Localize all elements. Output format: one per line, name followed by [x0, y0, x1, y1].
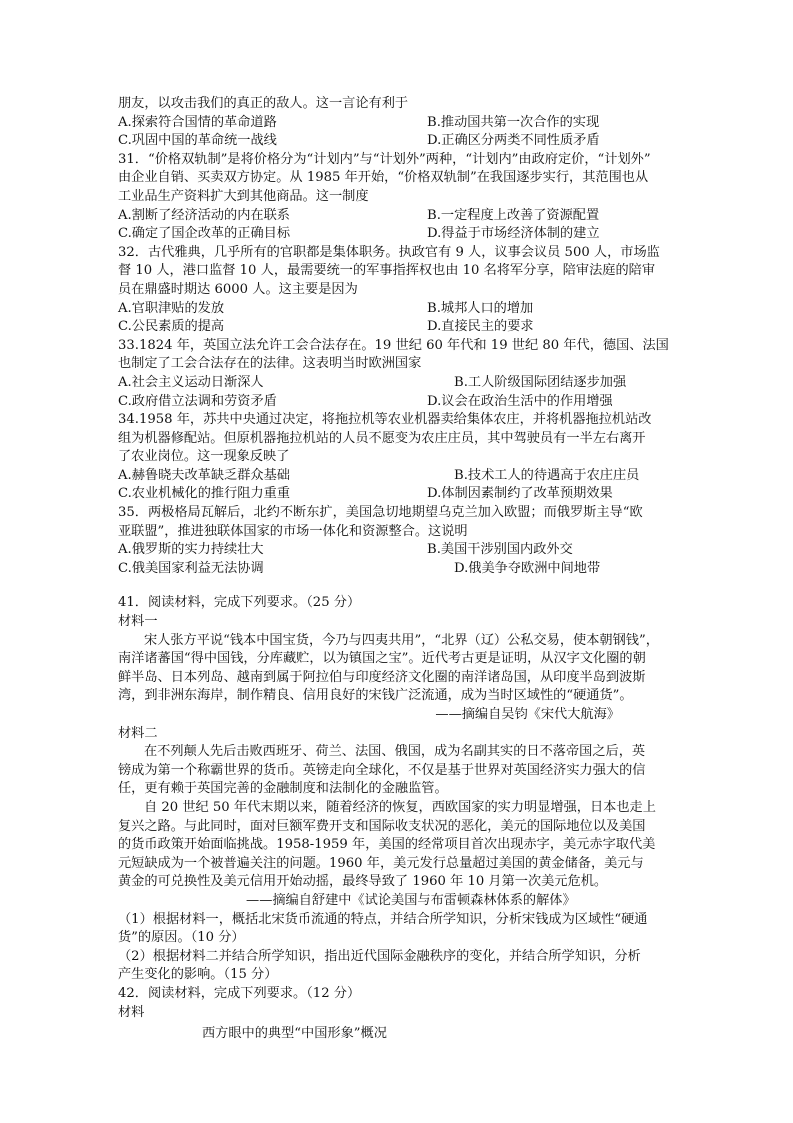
q41-material2-p1-line1: 在不列颠人先后击败西班牙、荷兰、法国、俄国，成为名副其实的日不落帝国之后，英 [144, 744, 646, 760]
q31-stem-2: 由企业自销、买卖双方协定。从 1985 年开始，“价格双轨制”在我国逐步实行，其范围也从 [118, 170, 649, 186]
q32-option-c: C.公民素质的提高 [118, 319, 225, 335]
q34-stem-2: 组为机器修配站。但原机器拖拉机站的人员不愿变为农庄庄员，其中驾驶员有一半左右离开 [118, 430, 646, 446]
q41-req1-line2: 货”的原因。（10 分） [118, 930, 245, 946]
q34-option-c: C.农业机械化的推行阻力重重 [118, 486, 291, 502]
q35-option-c: C.俄美国家利益无法协调 [118, 560, 264, 576]
q42-title: 42．阅读材料，完成下列要求。（12 分） [118, 985, 361, 1001]
q32-options-row2 [118, 318, 680, 337]
q32-options-row1 [118, 300, 680, 319]
q31-options-row1 [118, 207, 680, 226]
q33-options-row2 [118, 393, 680, 412]
q30-options-row2 [118, 132, 680, 151]
q41-material2-p2-line2: 复兴之路。与此同时，面对巨额军费开支和国际收支状况的恶化，美元的国际地位以及美国 [118, 818, 646, 834]
q31-option-a: A.割断了经济活动的内在联系 [118, 207, 290, 223]
q41-material1-label: 材料一 [118, 614, 158, 630]
q34-stem-3: 了农业岗位。这一现象反映了 [118, 449, 290, 465]
q35-option-b: B.美国干涉别国内政外交 [427, 542, 573, 558]
q31-stem-3: 工业品生产资料扩大到其他商品。这一制度 [118, 188, 369, 204]
q35-options-row2 [118, 560, 680, 579]
q41-material2-source: ——摘编自舒建中《试论美国与布雷顿森林体系的解体》 [246, 892, 576, 908]
q41-material2-p1-line3: 任，更有赖于英国完善的金融制度和法制化的金融监管。 [118, 781, 448, 797]
q31-option-b: B.一定程度上改善了资源配置 [427, 207, 600, 223]
q30-option-c: C.巩固中国的革命统一战线 [118, 133, 277, 149]
q41-material2-p2-line5: 黄金的可兑换性及美元信用开始动摇，最终导致了 1960 年 10 月第一次美元危机。 [118, 874, 608, 890]
q32-stem-2: 督 10 人，港口监督 10 人，最需要统一的军事指挥权也由 10 名将军分享，陪审法庭的陪审 [118, 263, 656, 279]
q41-material2-label: 材料二 [118, 725, 158, 741]
q30-stem: 朋友，以攻击我们的真正的敌人。这一言论有利于 [118, 96, 409, 111]
q31-option-d: D.得益于市场经济体制的建立 [427, 226, 600, 242]
q30-option-b: B.推动国共第一次合作的实现 [427, 114, 600, 130]
q41-req1-line1: （1）根据材料一，概括北宋货币流通的特点，并结合所学知识，分析宋钱成为区域性“硬通 [118, 911, 648, 927]
q41-material2-p2-line4: 元短缺成为一个被普遍关注的问题。1960 年，美元发行总量超过美国的黄金储备，美元与 [118, 855, 644, 871]
q32-stem-1: 32．古代雅典，几乎所有的官职都是集体职务。执政官有 9 人，议事会议员 500 人，市场监 [118, 244, 660, 260]
q34-option-a: A.赫鲁晓夫改革缺乏群众基础 [118, 467, 290, 483]
q35-option-d: D.俄美争夺欧洲中间地带 [454, 560, 601, 576]
q34-stem-1: 34.1958 年，苏共中央通过决定，将拖拉机等农业机器卖给集体农庄，并将机器拖拉机站改 [118, 412, 652, 428]
q32-option-d: D.直接民主的要求 [427, 319, 534, 335]
q41-material2-p1-line2: 镑成为第一个称霸世界的货币。英镑走向全球化，不仅是基于世界对英国经济实力强大的信 [118, 762, 646, 778]
q42-table-title: 西方眼中的典型“中国形象”概况 [202, 1026, 387, 1042]
q35-stem-2: 亚联盟”，推进独联体国家的市场一体化和资源整合。这说明 [118, 523, 468, 539]
exam-page [118, 95, 680, 1046]
q31-options-row2 [118, 225, 680, 244]
q41-material2-p2-line1: 自 20 世纪 50 年代末期以来，随着经济的恢复，西欧国家的实力明显增强，日本也走上 [144, 799, 656, 815]
q41-material2-p2-line3: 的货币政策开始面临挑战。1958-1959 年，美国的经常项目首次出现赤字，美元赤字取代美 [118, 837, 656, 853]
q35-option-a: A.俄罗斯的实力持续壮大 [118, 542, 264, 558]
q32-option-b: B.城邦人口的增加 [427, 300, 534, 316]
q33-option-d: D.议会在政治生活中的作用增强 [427, 393, 613, 409]
q42-material-label: 材料 [118, 1004, 145, 1020]
q32-stem-3: 员在鼎盛时期达 6000 人。这主要是因为 [118, 281, 358, 297]
q41-material1-line3: 鲜半岛、日本列岛、越南到属于阿拉伯与印度经济文化圈的南洋诸岛国，从印度半岛到波斯 [118, 669, 646, 685]
q33-stem-2: 也制定了工会合法存在的法律。这表明当时欧洲国家 [118, 356, 422, 372]
q31-option-c: C.确定了国企改革的正确目标 [118, 226, 291, 242]
q41-material1-line1: 宋人张方平说“钱本中国宝货，今乃与四夷共用”，“北界（辽）公私交易，使本朝钢钱”， [144, 632, 659, 648]
q32-option-a: A.官职津贴的发放 [118, 300, 225, 316]
q35-stem-1: 35．两极格局瓦解后，北约不断东扩，美国急切地期望乌克兰加入欧盟；而俄罗斯主导“欧 [118, 505, 643, 521]
q41-material1-source: ——摘编自吴钧《宋代大航海》 [435, 707, 620, 722]
q34-option-b: B.技术工人的待遇高于农庄庄员 [454, 467, 640, 483]
q30-option-d: D.正确区分两类不同性质矛盾 [427, 133, 600, 149]
q34-options-row1 [118, 467, 680, 486]
q30-options-row1 [118, 114, 680, 133]
q33-stem-1: 33.1824 年，英国立法允许工会合法存在。19 世纪 60 年代和 19 世纪 80 年代，德国、法国 [118, 337, 669, 353]
q33-option-c: C.政府借立法调和劳资矛盾 [118, 393, 277, 409]
q34-option-d: D.体制因素制约了改革预期效果 [427, 486, 613, 502]
q41-material1-line4: 湾，到非洲东海岸，制作精良、信用良好的宋钱广泛流通，成为当时区域性的“硬通货”。 [118, 688, 633, 704]
q33-options-row1 [118, 374, 680, 393]
q33-option-b: B.工人阶级国际团结逐步加强 [454, 374, 627, 390]
q41-title: 41．阅读材料，完成下列要求。（25 分） [118, 595, 361, 611]
q33-option-a: A.社会主义运动日渐深人 [118, 374, 264, 390]
q35-options-row1 [118, 541, 680, 560]
q30-option-a: A.探索符合国情的革命道路 [118, 114, 277, 130]
q41-material1-line2: 南洋诸蕃国“得中国钱，分库藏贮，以为镇国之宝”。近代考古更是证明，从汉字文化圈的朝 [118, 651, 646, 667]
q41-req2-line2: 产生变化的影响。（15 分） [118, 967, 278, 983]
q34-options-row2 [118, 485, 680, 504]
q31-stem-1: 31．“价格双轨制”是将价格分为“计划内”与“计划外”两种，“计划内”由政府定价，“计划外” [118, 151, 651, 167]
q41-req2-line1: （2）根据材料二并结合所学知识，指出近代国际金融秩序的变化，并结合所学知识，分析 [118, 948, 641, 964]
